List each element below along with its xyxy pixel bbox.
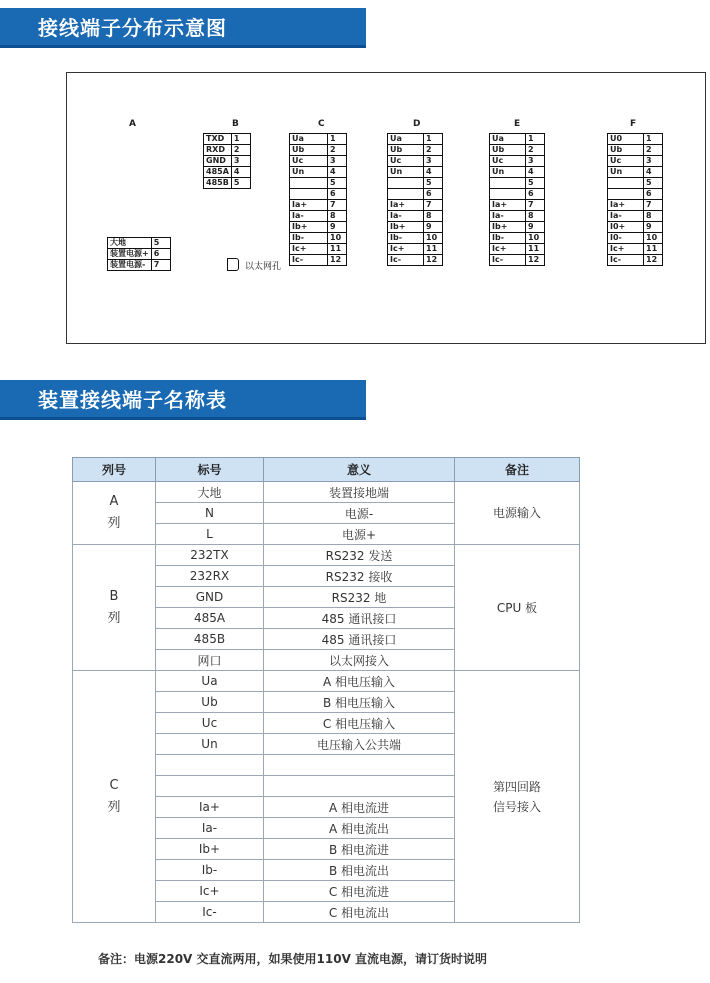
terminal-row	[388, 156, 443, 167]
terminal-meaning-cell: 以太网接入	[264, 650, 455, 671]
terminal-row	[490, 134, 545, 145]
terminal-row	[608, 189, 663, 200]
terminal-meaning-cell: RS232 接收	[264, 566, 455, 587]
terminal-label-cell: Ib+	[156, 839, 264, 860]
terminal-number: 9	[424, 222, 443, 233]
group-column-label: C 列	[73, 671, 156, 923]
terminal-number: 2	[644, 145, 663, 156]
terminal-label	[608, 178, 644, 189]
terminal-row	[290, 178, 347, 189]
terminal-label: Ia-	[608, 211, 644, 222]
terminal-number: 12	[644, 255, 663, 266]
terminal-meaning-cell: RS232 地	[264, 587, 455, 608]
terminal-row	[490, 244, 545, 255]
terminal-row	[608, 244, 663, 255]
header-column-no: 列号	[73, 458, 156, 482]
terminal-label: Ub	[388, 145, 424, 156]
terminal-meaning-cell: B 相电压输入	[264, 692, 455, 713]
terminal-label-cell	[156, 755, 264, 776]
terminal-meaning-cell: C 相电流出	[264, 902, 455, 923]
terminal-label-cell: GND	[156, 587, 264, 608]
terminal-number: 12	[328, 255, 347, 266]
terminal-block-a	[107, 237, 171, 271]
group-remark: 第四回路 信号接入	[455, 671, 580, 923]
terminal-meaning-cell	[264, 776, 455, 797]
terminal-number: 3	[231, 156, 250, 167]
terminal-label: Un	[388, 167, 424, 178]
terminal-row	[204, 167, 251, 178]
terminal-row	[608, 233, 663, 244]
terminal-meaning-cell: A 相电压输入	[264, 671, 455, 692]
terminal-number: 2	[424, 145, 443, 156]
terminal-row	[204, 134, 251, 145]
terminal-number: 3	[644, 156, 663, 167]
terminal-row	[388, 255, 443, 266]
terminal-meaning-cell: A 相电流进	[264, 797, 455, 818]
terminal-number: 6	[644, 189, 663, 200]
terminal-number: 10	[328, 233, 347, 244]
terminal-row	[204, 145, 251, 156]
terminal-number: 4	[424, 167, 443, 178]
terminal-label-cell: 485B	[156, 629, 264, 650]
terminal-number: 12	[424, 255, 443, 266]
group-column-label: B 列	[73, 545, 156, 671]
terminal-label-cell: 232TX	[156, 545, 264, 566]
terminal-block-c	[289, 133, 347, 266]
column-letter-a: A	[129, 119, 136, 129]
terminal-number: 3	[424, 156, 443, 167]
terminal-number: 7	[328, 200, 347, 211]
column-letter-b: B	[232, 119, 239, 129]
terminal-label: Ub	[608, 145, 644, 156]
terminal-number: 6	[151, 249, 170, 260]
terminal-row	[608, 200, 663, 211]
terminal-label-cell: Uc	[156, 713, 264, 734]
terminal-label: Ia+	[608, 200, 644, 211]
table-row	[73, 671, 580, 692]
terminal-row	[608, 167, 663, 178]
header-meaning: 意义	[264, 458, 455, 482]
terminal-label-cell: Ic-	[156, 902, 264, 923]
terminal-label: TXD	[204, 134, 232, 145]
terminal-row	[490, 233, 545, 244]
terminal-label: Uc	[290, 156, 328, 167]
terminal-label: Ua	[290, 134, 328, 145]
terminal-number: 7	[644, 200, 663, 211]
terminal-label-cell: Ub	[156, 692, 264, 713]
terminal-number: 3	[526, 156, 545, 167]
terminal-meaning-cell: B 相电流出	[264, 860, 455, 881]
terminal-label-cell: Ia-	[156, 818, 264, 839]
terminal-row	[490, 200, 545, 211]
terminal-row	[388, 134, 443, 145]
terminal-number: 9	[644, 222, 663, 233]
terminal-label-cell: 大地	[156, 482, 264, 503]
terminal-row	[290, 255, 347, 266]
terminal-label-cell: L	[156, 524, 264, 545]
terminal-number: 7	[424, 200, 443, 211]
terminal-label-cell: 网口	[156, 650, 264, 671]
terminal-label: Ic-	[608, 255, 644, 266]
terminal-row	[388, 211, 443, 222]
terminal-number: 5	[644, 178, 663, 189]
terminal-label: 485B	[204, 178, 232, 189]
terminal-number: 7	[151, 260, 170, 271]
terminal-label: Un	[608, 167, 644, 178]
terminal-row	[608, 222, 663, 233]
terminal-label: Ic+	[608, 244, 644, 255]
terminal-label: 装置电源+	[108, 249, 152, 260]
terminal-label: Ib-	[290, 233, 328, 244]
terminal-row	[290, 222, 347, 233]
terminal-label	[490, 178, 526, 189]
terminal-block-f	[607, 133, 663, 266]
terminal-label	[388, 189, 424, 200]
terminal-number: 8	[644, 211, 663, 222]
terminal-label: Ia+	[388, 200, 424, 211]
terminal-label: Ia+	[490, 200, 526, 211]
terminal-label: RXD	[204, 145, 232, 156]
column-letter-c: C	[318, 119, 325, 129]
terminal-label: Uc	[388, 156, 424, 167]
terminal-row	[290, 167, 347, 178]
terminal-label: 装置电源-	[108, 260, 152, 271]
terminal-number: 8	[424, 211, 443, 222]
terminal-number: 2	[526, 145, 545, 156]
terminal-row	[490, 178, 545, 189]
terminal-number: 11	[526, 244, 545, 255]
terminal-number: 6	[328, 189, 347, 200]
terminal-label: Ib+	[388, 222, 424, 233]
terminal-number: 8	[526, 211, 545, 222]
terminal-block-d	[387, 133, 443, 266]
footnote: 备注：电源220V 交直流两用，如果使用110V 直流电源，请订货时说明	[98, 952, 488, 966]
terminal-row	[108, 249, 171, 260]
terminal-row	[290, 211, 347, 222]
terminal-label-cell: Ia+	[156, 797, 264, 818]
terminal-row	[290, 200, 347, 211]
table-row	[73, 482, 580, 503]
terminal-number: 6	[424, 189, 443, 200]
terminal-meaning-cell: C 相电流进	[264, 881, 455, 902]
terminal-number: 5	[424, 178, 443, 189]
terminal-row	[608, 255, 663, 266]
terminal-label: Ic+	[388, 244, 424, 255]
terminal-label: GND	[204, 156, 232, 167]
section-title-diagram: 接线端子分布示意图	[0, 8, 366, 48]
terminal-number: 1	[526, 134, 545, 145]
terminal-meaning-cell: 电源-	[264, 503, 455, 524]
terminal-label: U0	[608, 134, 644, 145]
terminal-row	[490, 255, 545, 266]
terminal-row	[290, 189, 347, 200]
terminal-number: 9	[328, 222, 347, 233]
terminal-row	[608, 134, 663, 145]
terminal-number: 2	[231, 145, 250, 156]
terminal-row	[290, 244, 347, 255]
terminal-block-e	[489, 133, 545, 266]
terminal-row	[204, 178, 251, 189]
terminal-label: Ia-	[490, 211, 526, 222]
terminal-number: 12	[526, 255, 545, 266]
terminal-meaning-cell: B 相电流进	[264, 839, 455, 860]
terminal-block-b	[203, 133, 251, 189]
terminal-label: Ia-	[388, 211, 424, 222]
terminal-label: 大地	[108, 238, 152, 249]
terminal-label-cell: Ib-	[156, 860, 264, 881]
column-letter-d: D	[413, 119, 421, 129]
terminal-row	[108, 260, 171, 271]
terminal-row	[290, 156, 347, 167]
terminal-row	[388, 233, 443, 244]
terminal-number: 10	[424, 233, 443, 244]
terminal-row	[290, 134, 347, 145]
terminal-label-cell: 485A	[156, 608, 264, 629]
terminal-label: Ic+	[290, 244, 328, 255]
header-label: 标号	[156, 458, 264, 482]
terminal-meaning-cell	[264, 755, 455, 776]
terminal-row	[490, 145, 545, 156]
terminal-label	[290, 178, 328, 189]
header-remark: 备注	[455, 458, 580, 482]
terminal-number: 1	[424, 134, 443, 145]
terminal-label	[490, 189, 526, 200]
terminal-row	[204, 156, 251, 167]
terminal-row	[388, 200, 443, 211]
terminal-row	[388, 167, 443, 178]
terminal-label-cell: 232RX	[156, 566, 264, 587]
terminal-number: 10	[526, 233, 545, 244]
terminal-label: Ib+	[290, 222, 328, 233]
group-remark: 电源输入	[455, 482, 580, 545]
terminal-label: Ib-	[388, 233, 424, 244]
terminal-diagram	[66, 72, 706, 344]
terminal-number: 1	[328, 134, 347, 145]
terminal-meaning-cell: RS232 发送	[264, 545, 455, 566]
terminal-number: 5	[526, 178, 545, 189]
terminal-label: Ia-	[290, 211, 328, 222]
terminal-row	[490, 167, 545, 178]
terminal-label-cell: Un	[156, 734, 264, 755]
terminal-label: Un	[290, 167, 328, 178]
terminal-label: I0-	[608, 233, 644, 244]
terminal-row	[608, 178, 663, 189]
terminal-row	[290, 145, 347, 156]
terminal-label: Ib-	[490, 233, 526, 244]
terminal-number: 4	[526, 167, 545, 178]
terminal-number: 10	[644, 233, 663, 244]
terminal-meaning-cell: C 相电压输入	[264, 713, 455, 734]
terminal-row	[388, 222, 443, 233]
terminal-label: 485A	[204, 167, 232, 178]
terminal-name-table	[72, 457, 580, 923]
terminal-number: 5	[328, 178, 347, 189]
terminal-number: 7	[526, 200, 545, 211]
terminal-number: 9	[526, 222, 545, 233]
terminal-number: 11	[644, 244, 663, 255]
terminal-label: Ic+	[490, 244, 526, 255]
terminal-row	[608, 156, 663, 167]
terminal-meaning-cell: 装置接地端	[264, 482, 455, 503]
terminal-row	[108, 238, 171, 249]
table-header-row	[73, 458, 580, 482]
ethernet-port-icon	[227, 258, 239, 271]
terminal-number: 2	[328, 145, 347, 156]
terminal-label: Ub	[290, 145, 328, 156]
terminal-label: Ub	[490, 145, 526, 156]
terminal-number: 4	[231, 167, 250, 178]
terminal-label: Ic-	[290, 255, 328, 266]
terminal-label-cell: Ic+	[156, 881, 264, 902]
terminal-row	[490, 222, 545, 233]
column-letter-f: F	[630, 119, 637, 129]
terminal-label: Ic-	[388, 255, 424, 266]
terminal-number: 11	[328, 244, 347, 255]
terminal-row	[388, 244, 443, 255]
terminal-label-cell: N	[156, 503, 264, 524]
terminal-label: Ic-	[490, 255, 526, 266]
terminal-number: 11	[424, 244, 443, 255]
terminal-meaning-cell: A 相电流出	[264, 818, 455, 839]
terminal-number: 3	[328, 156, 347, 167]
terminal-meaning-cell: 电压输入公共端	[264, 734, 455, 755]
terminal-number: 8	[328, 211, 347, 222]
terminal-row	[608, 211, 663, 222]
terminal-meaning-cell: 485 通讯接口	[264, 629, 455, 650]
column-letter-e: E	[514, 119, 521, 129]
terminal-number: 1	[231, 134, 250, 145]
terminal-label-cell	[156, 776, 264, 797]
table-row	[73, 545, 580, 566]
terminal-row	[490, 156, 545, 167]
group-column-label: A 列	[73, 482, 156, 545]
ethernet-port-label: 以太网孔	[245, 262, 282, 272]
terminal-meaning-cell: 电源+	[264, 524, 455, 545]
terminal-row	[388, 189, 443, 200]
section-title-table: 装置接线端子名称表	[0, 380, 366, 420]
terminal-label: I0+	[608, 222, 644, 233]
terminal-label: Ib+	[490, 222, 526, 233]
terminal-row	[388, 178, 443, 189]
terminal-number: 5	[231, 178, 250, 189]
terminal-number: 5	[151, 238, 170, 249]
terminal-row	[290, 233, 347, 244]
terminal-row	[490, 189, 545, 200]
terminal-row	[388, 145, 443, 156]
terminal-label: Uc	[608, 156, 644, 167]
terminal-number: 4	[328, 167, 347, 178]
terminal-label-cell: Ua	[156, 671, 264, 692]
terminal-label: Ia+	[290, 200, 328, 211]
terminal-row	[608, 145, 663, 156]
terminal-label: Un	[490, 167, 526, 178]
terminal-label	[388, 178, 424, 189]
terminal-number: 1	[644, 134, 663, 145]
terminal-number: 6	[526, 189, 545, 200]
terminal-number: 4	[644, 167, 663, 178]
terminal-label: Ua	[490, 134, 526, 145]
terminal-meaning-cell: 485 通讯接口	[264, 608, 455, 629]
terminal-row	[490, 211, 545, 222]
terminal-label	[608, 189, 644, 200]
terminal-label: Ua	[388, 134, 424, 145]
terminal-label	[290, 189, 328, 200]
group-remark: CPU 板	[455, 545, 580, 671]
terminal-label: Uc	[490, 156, 526, 167]
